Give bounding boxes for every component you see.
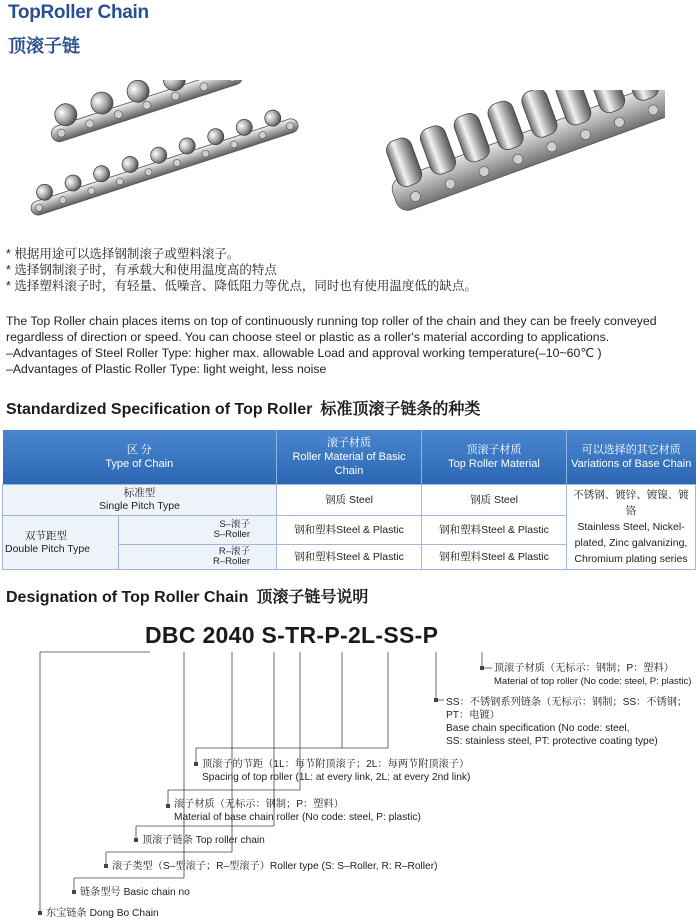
header-type-of-chain: 区 分 Type of Chain: [3, 430, 277, 485]
legend-top-roller-chain: 顶滚子链条 Top roller chain: [142, 835, 265, 846]
code-dbc: DBC: [145, 622, 196, 648]
legend-top-roller-material: 顶滚子材质（无标示：钢制；P：塑料） Material of top roller (No code: steel, P: plastic): [494, 663, 692, 687]
code-2l: -2L: [340, 622, 376, 648]
r-roller-basic-material: 钢和塑料Steel & Plastic: [277, 545, 422, 570]
r-roller-label: R–滚子 R–Roller: [119, 545, 277, 570]
description-line: The Top Roller chain places items on top of continuously running top roller of the chain and they can be freely conveyed: [6, 314, 657, 328]
bullet-item: * 选择塑料滚子时，有轻量、低噪音、降低阻力等优点，同时也有使用温度低的缺点。: [6, 279, 477, 293]
legend-basic-chain-no: 链条型号 Basic chain no: [80, 887, 190, 898]
s-roller-label: S–滚子 S–Roller: [119, 516, 277, 545]
header-top-roller-material: 顶滚子材质 Top Roller Material: [422, 430, 567, 485]
page-title: TopRoller Chain: [8, 2, 149, 23]
code-2040: 2040: [202, 622, 255, 648]
designation-title-cn: 顶滚子链号说明: [256, 589, 369, 606]
s-roller-top-material: 钢和塑料Steel & Plastic: [422, 516, 567, 545]
s-roller-basic-material: 钢和塑料Steel & Plastic: [277, 516, 422, 545]
code-s: S: [261, 622, 278, 648]
legend-base-chain-spec: SS：不锈钢系列链条（无标示：钢制；SS：不锈钢； PT：电镀） Base chain specification (No code: steel, SS: stainless steel, PT: protective coating type): [446, 697, 688, 747]
bullet-item: * 选择钢制滚子时，有承载大和使用温度高的特点: [6, 263, 277, 277]
code-tr: -TR: [277, 622, 317, 648]
double-pitch-type: 双节距型 Double Pitch Type: [3, 516, 119, 570]
description-line: regardless of direction or speed. You can choose steel or plastic as a roller's material according to applications.: [6, 330, 610, 344]
legend-roller-type: 滚子类型（S–型滚子；R–型滚子）Roller type (S: S–Roller, R: R–Roller): [112, 861, 438, 872]
page-title-cn: 顶滚子链: [8, 36, 80, 56]
single-top-material: 钢质 Steel: [422, 485, 567, 516]
header-variations: 可以选择的其它材质 Variations of Base Chain: [567, 430, 696, 485]
code-p: -P: [316, 622, 340, 648]
designation-title-en: Designation of Top Roller Chain: [6, 589, 249, 606]
single-pitch-type: 标准型 Single Pitch Type: [3, 485, 277, 516]
r-roller-top-material: 钢和塑料Steel & Plastic: [422, 545, 567, 570]
spec-title-en: Standardized Specification of Top Roller: [6, 401, 313, 418]
header-basic-roller-material: 滚子材质 Roller Material of Basic Chain: [277, 430, 422, 485]
variations-cell: 不锈钢、镀锌、镀镍、镀铬 Stainless Steel, Nickel-plated, Zinc galvanizing, Chromium plating series: [567, 485, 696, 570]
legend-brand: 东宝链条 Dong Bo Chain: [46, 908, 159, 919]
legend-base-roller-material: 滚子材质（无标示：钢制；P：塑料） Material of base chain roller (No code: steel, P: plastic): [174, 799, 421, 823]
spec-title-cn: 标准顶滚子链条的种类: [320, 401, 481, 418]
description-line: –Advantages of Plastic Roller Type: light weight, less noise: [6, 362, 327, 376]
description-line: –Advantages of Steel Roller Type: higher max. allowable Load and approval working temperature(–10~60℃ ): [6, 346, 602, 360]
legend-spacing: 顶滚子的节距（1L：每节附顶滚子；2L：每两节附顶滚子） Spacing of top roller (1L: at every link, 2L: at every 2nd link): [202, 759, 471, 783]
bullet-item: * 根据用途可以选择钢制滚子或塑料滚子。: [6, 247, 240, 261]
code-ss: -SS: [375, 622, 415, 648]
code-top-p: -P: [414, 622, 439, 648]
single-basic-material: 钢质 Steel: [277, 485, 422, 516]
